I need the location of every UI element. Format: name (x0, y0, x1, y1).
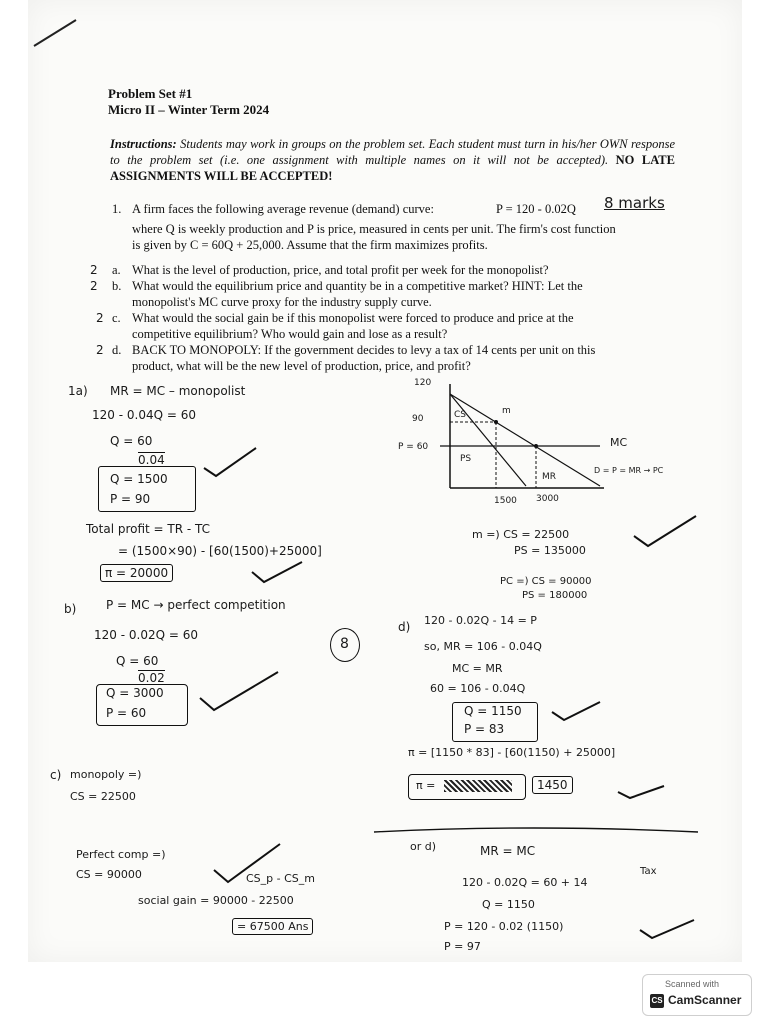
answer-d-profit-value: 1450 (532, 776, 573, 794)
answer-c-line2: CS = 22500 (70, 790, 136, 803)
camscanner-logo-icon: CS (650, 994, 664, 1008)
answer-c-label: c) (50, 768, 62, 782)
instructions (110, 136, 675, 184)
checkmark-icon (248, 558, 306, 588)
checkmark-icon (636, 914, 698, 942)
pc-surplus-1: PC =) CS = 90000 (500, 576, 592, 587)
camscanner-badge (642, 974, 752, 1016)
monopoly-surplus-2: PS = 135000 (514, 544, 586, 557)
graph-label-mr: MR (542, 472, 557, 482)
graph-y-p: P = 60 (398, 442, 429, 452)
section-divider (372, 822, 702, 836)
scanned-label: Scanned with (665, 979, 720, 989)
part-mark: 2 (96, 311, 104, 325)
answer-a-line2: 120 - 0.04Q = 60 (92, 408, 196, 422)
pc-surplus-2: PS = 180000 (522, 590, 588, 601)
instructions-label: Instructions: (110, 137, 177, 151)
part-label: a. (112, 263, 121, 277)
marks-note: 8 marks (604, 194, 665, 212)
answer-c-social: social gain = 90000 - 22500 (138, 894, 294, 907)
answer-d-p: P = 83 (464, 722, 505, 736)
part-text: What is the level of production, price, and total profit per week for the monopolist? (132, 263, 549, 277)
answer-b-line3: Q = 60 (116, 654, 159, 668)
answer-d-q: Q = 1150 (464, 704, 522, 718)
answer-b-p: P = 60 (106, 706, 147, 720)
answer-c-perfect2: CS = 90000 (76, 868, 142, 881)
question-line1: A firm faces the following average revenue (demand) curve: (132, 202, 434, 216)
question-line3: is given by C = 60Q + 25,000. Assume that the firm maximizes profits. (132, 238, 488, 252)
answer-d2-line3: Q = 1150 (482, 898, 535, 911)
part-label: d. (112, 343, 122, 357)
graph-label-cs: CS (454, 410, 466, 420)
answer-d-line3: MC = MR (452, 662, 503, 675)
camscanner-brand: CamScanner (668, 993, 742, 1007)
part-mark: 2 (96, 343, 104, 357)
checkmark-icon (630, 512, 700, 552)
graph-y-mid: 90 (412, 414, 424, 424)
part-text: competitive equilibrium? Who would gain and lose as a result? (132, 327, 448, 341)
monopoly-surplus-1: m =) CS = 22500 (472, 528, 570, 541)
answer-d-profit-label: π = (416, 779, 436, 792)
course-title: Micro II – Winter Term 2024 (108, 102, 270, 117)
graph-label-ps: PS (460, 454, 472, 464)
answer-a-profit2: = (1500×90) - [60(1500)+25000] (118, 544, 322, 558)
checkmark-icon (200, 444, 260, 480)
graph-label-d: D = P = MR → PC (594, 466, 664, 475)
answer-a-line3: Q = 60 (110, 434, 153, 448)
answer-d-profit: π = [1150 * 83] - [60(1150) + 25000] (408, 746, 616, 759)
answer-d2-line5: P = 97 (444, 940, 481, 953)
crossed-out-value (444, 780, 512, 792)
checkmark-icon (196, 668, 282, 716)
part-mark: 2 (90, 279, 98, 293)
answer-a-label: 1a) (68, 384, 88, 398)
answer-d2-line1: MR = MC (480, 844, 536, 858)
part-text: monopolist's MC curve proxy for the industry supply curve. (132, 295, 432, 309)
graph-x2: 3000 (536, 494, 559, 504)
part-mark: 2 (90, 263, 98, 277)
answer-c-line1: monopoly =) (70, 768, 142, 781)
answer-a-line1: MR = MC – monopolist (110, 384, 246, 398)
answer-a-p: P = 90 (110, 492, 151, 506)
answer-b-line1: P = MC → perfect competition (106, 598, 286, 612)
part-label: b. (112, 279, 122, 293)
answer-d2-line2: 120 - 0.02Q = 60 + 14 (462, 876, 588, 889)
answer-a-q: Q = 1500 (110, 472, 168, 486)
answer-b-line2: 120 - 0.02Q = 60 (94, 628, 198, 642)
monopoly-graph (440, 380, 610, 508)
question-number: 1. (112, 202, 122, 216)
graph-y-top: 120 (414, 378, 432, 388)
answer-d-line4: 60 = 106 - 0.04Q (430, 682, 526, 695)
answer-c-final: = 67500 Ans (232, 918, 313, 935)
answer-a-profit-box: π = 20000 (100, 564, 173, 582)
answer-d2-tax: Tax (640, 866, 657, 877)
answer-b-q: Q = 3000 (106, 686, 164, 700)
graph-label-m: m (502, 406, 511, 416)
graph-x1: 1500 (494, 496, 517, 506)
answer-b-label: b) (64, 602, 77, 616)
answer-d-line1: 120 - 0.02Q - 14 = P (424, 614, 537, 627)
answer-c-perfect1: Perfect comp =) (76, 848, 166, 861)
checkmark-icon (548, 698, 604, 724)
answer-a-profit1: Total profit = TR - TC (86, 522, 211, 536)
part-text: What would the social gain be if this monopolist were forced to produce and price at the (132, 311, 574, 325)
instructions-emphasis: NO LATE ASSIGNMENTS WILL BE ACCEPTED! (110, 153, 675, 183)
answer-d-label: d) (398, 620, 411, 634)
answer-d2-label: or d) (410, 840, 437, 853)
answer-b-line3b: 0.02 (138, 671, 165, 685)
part-label: c. (112, 311, 121, 325)
part-text: What would the equilibrium price and quantity be in a competitive market? HINT: Let the (132, 279, 583, 293)
page-title: Problem Set #1 (108, 86, 193, 101)
answer-c-formula: CS_p - CS_m (246, 872, 315, 885)
graph-label-mc: MC (610, 436, 628, 449)
part-text: BACK TO MONOPOLY: If the government decides to levy a tax of 14 cents per unit on this (132, 343, 596, 357)
grade-value: 8 (340, 636, 349, 652)
demand-equation: P = 120 - 0.02Q (496, 202, 576, 216)
answer-a-line3b: 0.04 (138, 453, 165, 467)
answer-d2-line4: P = 120 - 0.02 (1150) (444, 920, 564, 933)
part-text: product, what will be the new level of production, price, and profit? (132, 359, 471, 373)
checkmark-icon (614, 776, 668, 802)
answer-d-line2: so, MR = 106 - 0.04Q (424, 640, 542, 653)
question-line2: where Q is weekly production and P is price, measured in cents per unit. The firm's cost function (132, 222, 616, 236)
instructions-text: Students may work in groups on the problem set. Each student must turn in his/her OWN response to the problem set (i.e. one assignment with multiple names on it will not be accepted). (110, 137, 675, 167)
corner-scribble (30, 12, 90, 52)
